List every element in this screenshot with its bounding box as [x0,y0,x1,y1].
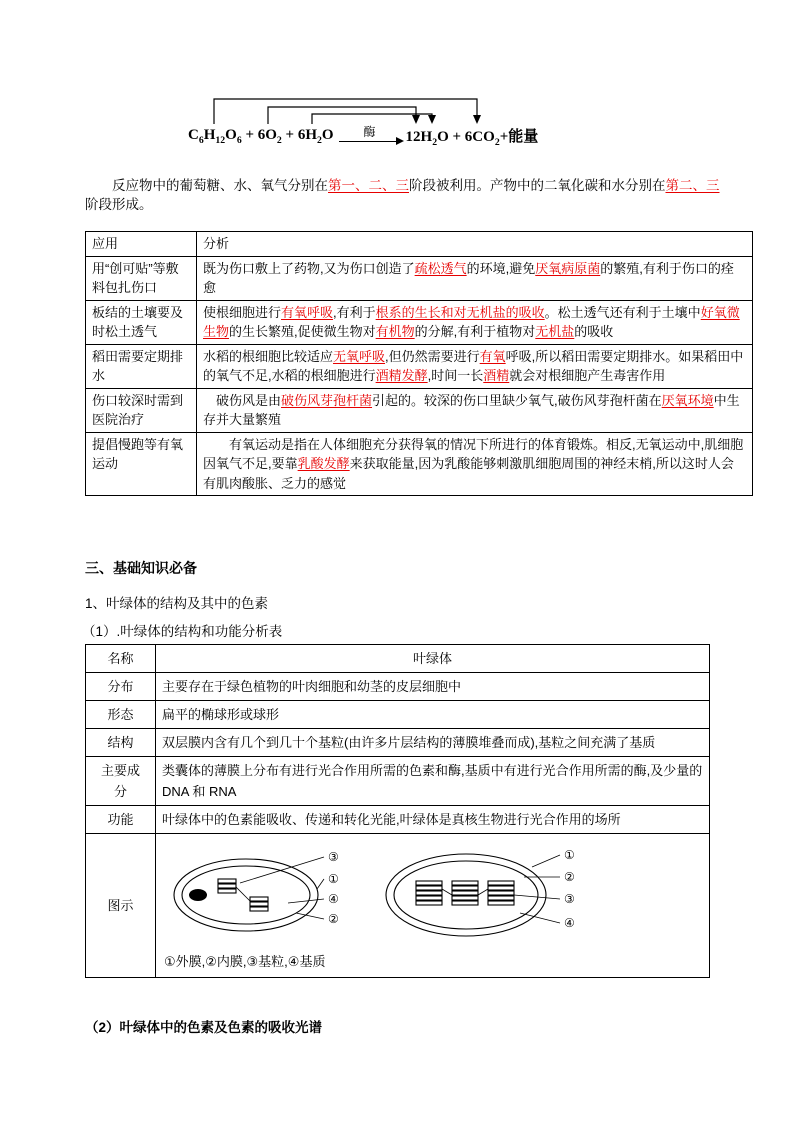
table-row [86,388,753,432]
diagram-caption: ①外膜,②内膜,③基粒,④基质 [164,954,326,969]
label-inner-membrane-left: ② [328,912,339,926]
table-row [86,432,753,496]
equation-reactants: $C_6H_{12}O_6 + 6O_2 + 6H_2O$ [188,127,334,146]
row-label: 功能 [86,806,156,834]
table2-header-row [86,645,710,673]
arrow-shaft-icon [339,141,401,142]
table-row [86,300,753,344]
application-cell: 提倡慢跑等有氧运动 [86,432,197,496]
table1-header-row [86,232,753,257]
respiration-equation [188,94,628,160]
application-cell: 板结的土壤要及时松土透气 [86,300,197,344]
enzyme-label: 酶 [363,124,376,139]
table-row [86,344,753,388]
label-granum-right: ③ [564,892,575,906]
subheading-structure-table: （1）.叶绿体的结构和功能分析表 [82,624,283,639]
analysis-cell: 使根细胞进行有氧呼吸,有利于根系的生长和对无机盐的吸收。松土透气还有利于土壤中好氧微生物的生长繁殖,促使微生物对有机物的分解,有利于植物对无机盐的吸收 [197,300,753,344]
row-label: 形态 [86,701,156,729]
analysis-cell: 破伤风是由破伤风芽孢杆菌引起的。较深的伤口里缺少氧气,破伤风芽孢杆菌在厌氧环境中生存并大量繁殖 [197,388,753,432]
chloroplast-table [85,644,710,978]
row-value: 扁平的椭球形或球形 [156,701,710,729]
label-stroma-left: ④ [328,892,339,906]
table-row [86,673,710,701]
row-value: 类囊体的薄膜上分布有进行光合作用所需的色素和酶,基质中有进行光合作用所需的酶,及少量的 DNA 和 RNA [156,757,710,806]
analysis-cell: 既为伤口敷上了药物,又为伤口创造了疏松透气的环境,避免厌氧病原菌的繁殖,有利于伤口的痊愈 [197,256,753,300]
equation-products: $12H_2O + 6CO_2+$能量 [405,129,539,148]
chloroplast-diagram [166,837,596,949]
subheading-chloroplast: 1、叶绿体的结构及其中的色素 [85,596,269,611]
application-analysis-table [85,231,753,496]
row-label: 主要成分 [86,757,156,806]
label-outer-membrane-left: ① [328,872,339,886]
row-value: 主要存在于绿色植物的叶肉细胞和幼茎的皮层细胞中 [156,673,710,701]
table-row [86,256,753,300]
application-cell: 用“创可贴”等敷料包扎伤口 [86,256,197,300]
row-label: 结构 [86,729,156,757]
analysis-cell: 有氧运动是指在人体细胞充分获得氧的情况下所进行的体育锻炼。相反,无氧运动中,肌细胞因氧气不足,要靠乳酸发酵来获取能量,因为乳酸能够刺激肌细胞周围的神经末梢,所以这时人会有肌肉酸胀、乏力的感觉 [197,432,753,496]
table-row [86,701,710,729]
section-heading: 三、基础知识必备 [85,560,197,576]
row-value: 叶绿体中的色素能吸收、传递和转化光能,叶绿体是真核生物进行光合作用的场所 [156,806,710,834]
equation-line [188,125,538,146]
label-granum-left: ③ [328,850,339,864]
table2-header-name: 名称 [86,645,156,673]
label-inner-membrane-right: ② [564,870,575,884]
chloroplast-left [174,850,339,931]
diagram-cell [156,834,710,978]
reaction-arrow [339,126,401,142]
table-row [86,729,710,757]
row-value: 双层膜内含有几个到几十个基粒(由许多片层结构的薄膜堆叠而成),基粒之间充满了基质 [156,729,710,757]
subheading-pigments: （2）叶绿体中的色素及色素的吸收光谱 [85,1020,323,1035]
table-row [86,806,710,834]
label-stroma-right: ④ [564,916,575,930]
table1-header-analysis: 分析 [197,232,753,257]
grana-stacks-right [416,881,514,905]
intro-paragraph: 反应物中的葡萄糖、水、氧气分别在第一、二、三阶段被利用。产物中的二氧化碳和水分别在第二、三阶段形成。 [85,178,720,212]
application-cell: 稻田需要定期排水 [86,344,197,388]
row-label: 图示 [86,834,156,978]
table-row [86,834,710,978]
application-cell: 伤口较深时需到医院治疗 [86,388,197,432]
table1-header-application: 应用 [86,232,197,257]
table-row [86,757,710,806]
chloroplast-right [386,848,575,936]
starch-granule [189,889,207,901]
table2-header-value: 叶绿体 [156,645,710,673]
analysis-cell: 水稻的根细胞比较适应无氧呼吸,但仍然需要进行有氧呼吸,所以稻田需要定期排水。如果稻田中的氧气不足,水稻的根细胞进行酒精发酵,时间一长酒精就会对根细胞产生毒害作用 [197,344,753,388]
row-label: 分布 [86,673,156,701]
equation-stage-arrows [188,94,628,128]
label-outer-membrane-right: ① [564,848,575,862]
